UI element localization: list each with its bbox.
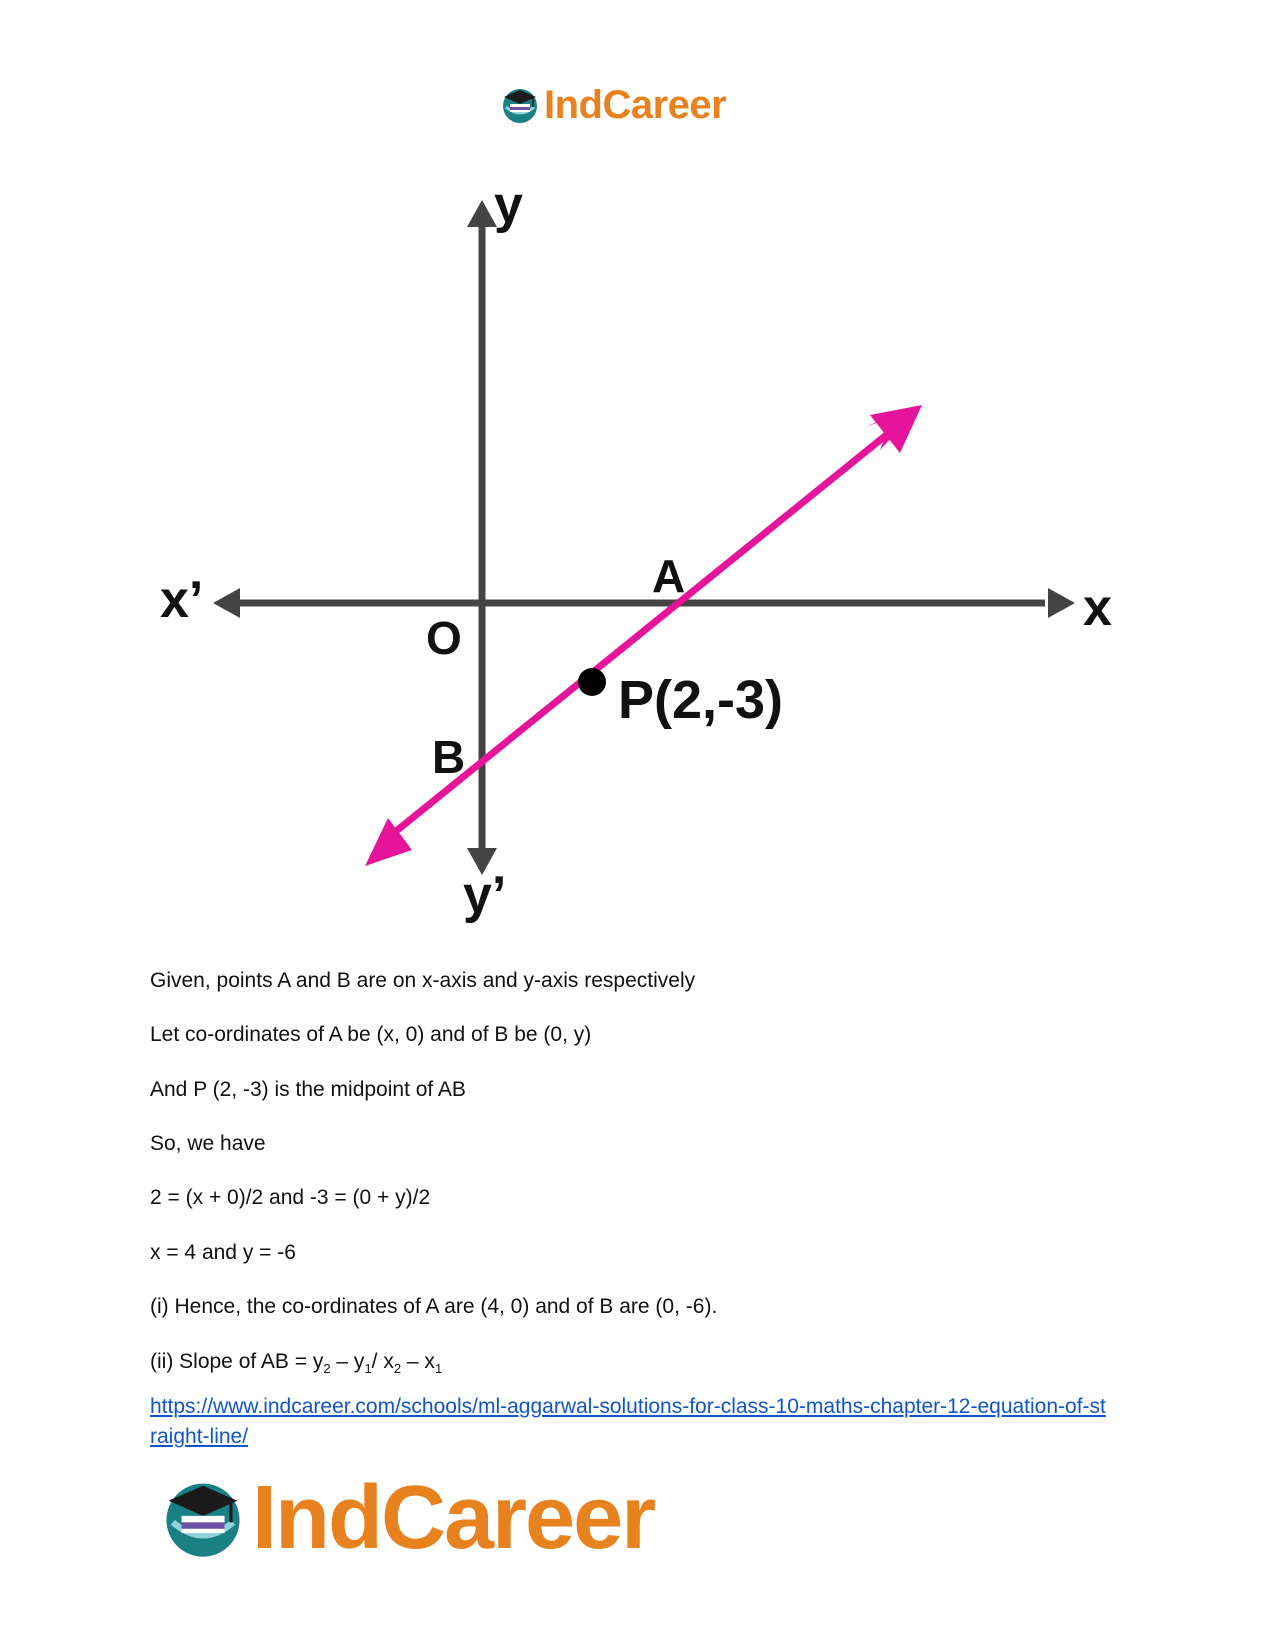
text-line-3: And P (2, -3) is the midpoint of AB [150,1078,466,1101]
point-p-label: P(2,-3) [618,670,784,730]
x-axis-positive-label: x [1083,579,1112,637]
brand-logo-bottom [160,1468,654,1568]
y-axis-positive-label: y [494,176,523,234]
point-b-label: B [432,731,466,783]
point-p [578,668,606,696]
slope-text: – x [401,1350,435,1373]
y-axis-top-arrowhead [467,200,497,227]
text-line-4: So, we have [150,1132,266,1155]
y-axis-negative-label: y’ [463,866,507,924]
text-line-6: x = 4 and y = -6 [150,1241,296,1264]
graduation-cap-icon [160,1475,246,1561]
slope-text: (ii) Slope of AB = y [150,1350,324,1373]
subscript: 2 [393,1361,402,1377]
origin-label: O [426,612,462,664]
slope-text: – y [330,1350,365,1373]
point-a-label: A [652,550,686,602]
subscript: 2 [323,1361,331,1377]
text-line-7: (i) Hence, the co-ordinates of A are (4, 0) and of B are (0, -6). [150,1295,718,1318]
line-ab [395,432,890,832]
brand-logo-text: IndCareer [252,1467,655,1568]
x-axis-negative-label: x’ [160,571,204,629]
x-axis-left-arrowhead [213,588,240,618]
text-line-5: 2 = (x + 0)/2 and -3 = (0 + y)/2 [150,1186,431,1209]
slope-formula-line [150,1349,442,1382]
brand-logo-text: IndCareer [544,82,727,127]
source-link[interactable]: https://www.indcareer.com/schools/ml-aggarwal-solutions-for-class-10-maths-chapter-12-equation-of-straight-line/ [150,1395,1106,1448]
slope-text: / x [371,1350,394,1373]
x-axis-right-arrowhead [1048,588,1075,618]
subscript: 1 [364,1361,372,1377]
text-line-2: Let co-ordinates of A be (x, 0) and of B be (0, y) [150,1023,592,1046]
subscript: 1 [434,1361,443,1377]
text-line-1: Given, points A and B are on x-axis and y-axis respectively [150,969,696,992]
